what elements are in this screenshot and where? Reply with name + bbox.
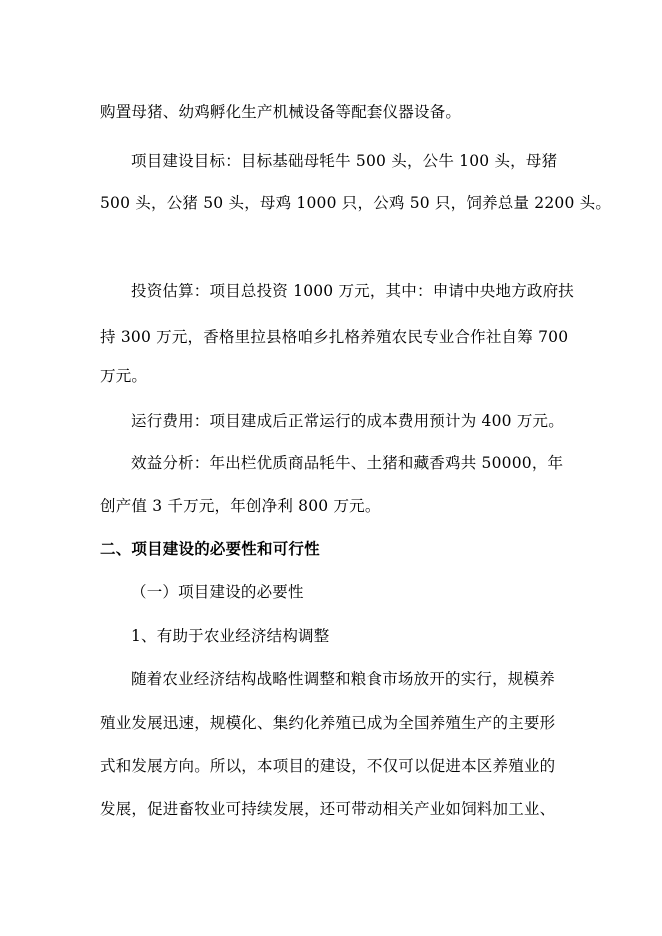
section-heading: 二、项目建设的必要性和可行性 (100, 539, 320, 558)
text-line-16: 发展，促进畜牧业可持续发展，还可带动相关产业如饲料加工业、 (100, 800, 556, 818)
text-line-8: 效益分析：年出栏优质商品牦牛、土猪和藏香鸡共 50000，年 (131, 454, 564, 472)
subsection-heading: （一）项目建设的必要性 (131, 583, 304, 601)
text-line-1: 购置母猪、幼鸡孵化生产机械设备等配套仪器设备。 (100, 103, 462, 121)
text-line-2: 项目建设目标：目标基础母牦牛 500 头，公牛 100 头，母猪 (131, 152, 558, 170)
text-line-6: 万元。 (100, 367, 148, 385)
text-line-3: 500 头，公猪 50 头，母鸡 1000 只，公鸡 50 只，饲养总量 2200 头。 (100, 194, 612, 212)
text-line-9: 创产值 3 千万元，年创净利 800 万元。 (100, 497, 381, 515)
text-line-14: 殖业发展迅速，规模化、集约化养殖已成为全国养殖生产的主要形 (100, 714, 556, 732)
text-line-13: 随着农业经济结构战略性调整和粮食市场放开的实行，规模养 (131, 670, 555, 688)
text-line-15: 式和发展方向。所以，本项目的建设，不仅可以促进本区养殖业的 (100, 757, 556, 775)
text-line-7: 运行费用：项目建成后正常运行的成本费用预计为 400 万元。 (131, 412, 564, 430)
text-line-5: 持 300 万元，香格里拉县格咱乡扎格养殖农民专业合作社自筹 700 (100, 328, 569, 346)
text-line-4: 投资估算：项目总投资 1000 万元，其中：申请中央地方政府扶 (131, 282, 575, 300)
item-heading: 1、有助于农业经济结构调整 (131, 627, 330, 645)
